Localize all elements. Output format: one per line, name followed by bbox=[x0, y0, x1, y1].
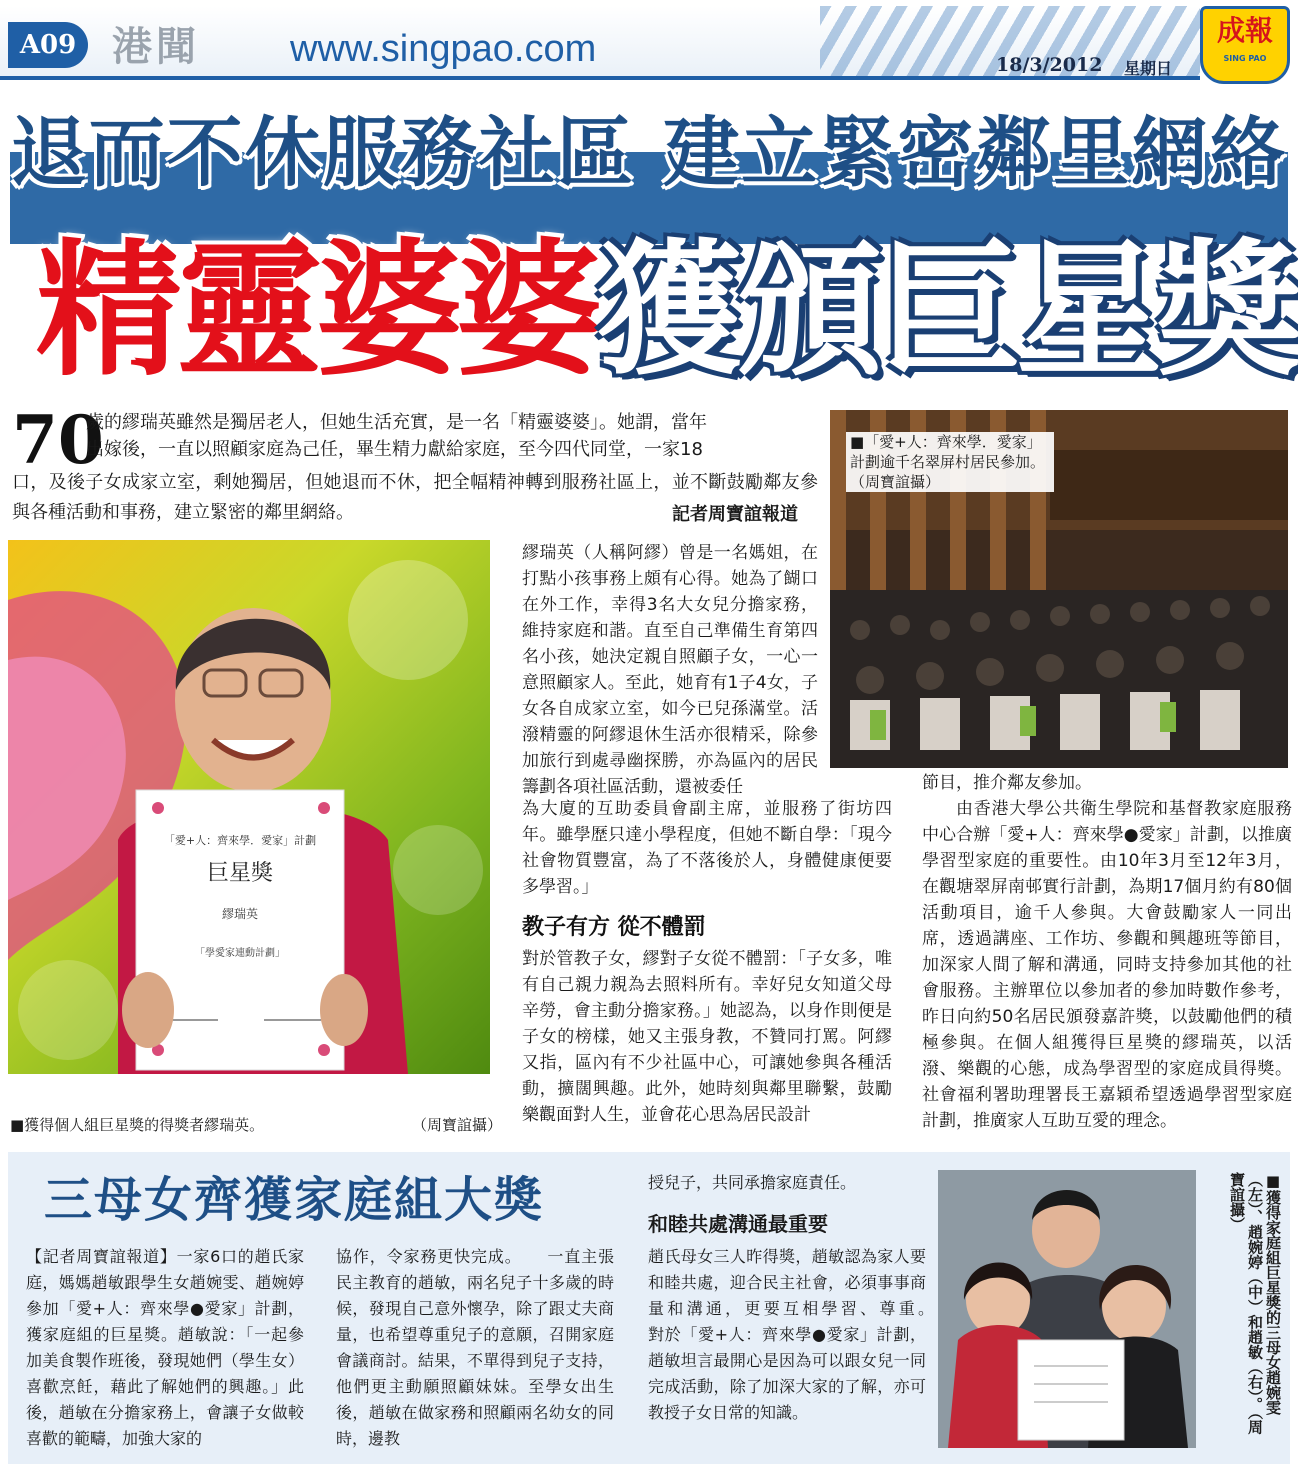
website-url[interactable]: www.singpao.com bbox=[290, 28, 597, 70]
photo-audience-credit: （周寶誼攝） bbox=[850, 473, 941, 491]
main-headline bbox=[36, 226, 1296, 396]
issue-date: 18/3/2012 bbox=[996, 54, 1103, 76]
logo-text: 成報 bbox=[1216, 14, 1273, 47]
sidebar-column-1: 【記者周寶誼報道】一家6口的趙氏家庭，媽媽趙敏跟學生女趙婉雯、趙婉婷參加「愛+人：齊來學●愛家」計劃，獲家庭組的巨星獎。趙敏說：「一起參加美食製作班後，發現她們（學生女）喜歡烹飪，藉此了解她們的興趣。」此後，趙敏在分擔家務上，會讓子女做較喜歡的範疇，加強大家的 bbox=[26, 1247, 304, 1448]
photo-family-caption bbox=[1202, 1172, 1282, 1442]
page-number: A09 bbox=[8, 22, 88, 68]
photo-family bbox=[938, 1170, 1196, 1448]
section-name: 港聞 bbox=[112, 24, 200, 70]
photo-award-winner-credit: （周寶誼攝） bbox=[412, 1116, 503, 1134]
subheading-discipline: 教子有方 從不體罰 bbox=[522, 915, 706, 940]
lead-line-2: 出嫁後，一直以照顧家庭為己任，畢生精力獻給家庭，至今四代同堂，一家18 bbox=[86, 439, 703, 460]
logo-subtext: SING PAO bbox=[1223, 54, 1267, 63]
photo-award-winner-illustration bbox=[8, 540, 490, 1074]
photo-family-illustration bbox=[938, 1170, 1196, 1448]
sidebar-column-3b: 趙氏母女三人昨得獎，趙敏認為家人要和睦共處，迎合民主社會，必須事事商量和溝通，更要互相學習、尊重。 對於「愛+人：齊來學●愛家」計劃，趙敏坦言最開心是因為可以跟女兒一同完成活動，除了加深大家的了解，亦可教授子女日常的知識。 bbox=[648, 1247, 926, 1422]
byline: 記者周寶誼報道 bbox=[672, 504, 798, 525]
certificate-recipient: 繆瑞英 bbox=[221, 907, 259, 921]
photo-audience-caption bbox=[846, 432, 1054, 492]
sidebar-column-3a: 授兒子，共同承擔家庭責任。 bbox=[648, 1173, 857, 1192]
newspaper-logo bbox=[1200, 6, 1290, 84]
body-column-3 bbox=[922, 770, 1292, 1134]
certificate-award: 巨星獎 bbox=[206, 861, 274, 886]
body-column-2c: 對於管教子女，繆對子女從不體罰：「子女多，唯有自己親力親為去照料所有。幸好兒女知道父母辛勞，會主動分擔家務。」她認為，以身作則便是子女的榜樣，她又主張身教，不贊同打罵。阿繆又指，區內有不少社區中心，可讓她參與各種活動，擴闊興趣。此外，她時刻與鄰里聯繫，鼓勵樂觀面對人生，並會花心思為居民設計 bbox=[522, 949, 892, 1125]
body-column-3a: 節目，推介鄰友參加。 bbox=[922, 773, 1092, 793]
sidebar-title: 三母女齊獲家庭組大獎 bbox=[44, 1172, 545, 1228]
photo-award-winner-caption: ■獲得個人組巨星獎的得獎者繆瑞英。 bbox=[10, 1116, 265, 1134]
sidebar-subheading: 和睦共處溝通最重要 bbox=[648, 1212, 828, 1236]
lead-line-1: 歲的繆瑞英雖然是獨居老人，但她生活充實，是一名「精靈婆婆」。她謂，當年 bbox=[86, 412, 707, 433]
lead-paragraph: 口，及後子女成家立室，剩她獨居，但她退而不休，把全幅精神轉到服務社區上，並不斷鼓勵鄰友參與各種活動和事務，建立緊密的鄰里網絡。 bbox=[12, 472, 818, 523]
headline-kicker: 退而不休服務社區 建立緊密鄰里網絡 bbox=[10, 108, 1288, 197]
photo-audience-caption-text: ■「愛+人：齊來學．愛家」計劃逾千名翠屏村居民參加。 bbox=[850, 433, 1046, 471]
lead-big-number: 70 bbox=[12, 401, 104, 479]
issue-weekday: 星期日 bbox=[1124, 59, 1173, 78]
body-column-2b: 為大廈的互助委員會副主席，並服務了街坊四年。雖學歷只達小學程度，但她不斷自學：「現今社會物質豐富，為了不落後於人，身體健康便要多學習。」 bbox=[522, 799, 892, 897]
photo-family-caption-text: ■獲得家庭組巨星獎的三母女趙婉雯（左）、趙婉婷（中）和趙敏（右）。 bbox=[1246, 1172, 1282, 1415]
headline-blue-part: 獲頒巨星獎 bbox=[596, 226, 1296, 396]
body-column-3b: 由香港大學公共衛生學院和基督教家庭服務中心合辦「愛+人：齊來學●愛家」計劃，以推廣學習型家庭的重要性。由10年3月至12年3月，在觀塘翠屏南邨實行計劃，為期17個月約有80個活動項目，逾千人參與。大會鼓勵家人一同出席，透過講座、工作坊、參觀和興趣班等節目，加深家人間了解和溝通，同時支持參加其他的社會服務。主辦單位以參加者的參加時數作參考，昨日向約50名居民頒發嘉許獎，以鼓勵他們的積極參與。在個人組獲得巨星獎的繆瑞英，以活潑、樂觀的心態，成為學習型的家庭成員得獎。社會福利署助理署長王嘉穎希望透過學習型家庭計劃，推廣家人互助互愛的理念。 bbox=[922, 799, 1292, 1131]
sidebar-column-2: 協作，令家務更快完成。 一直主張民主教育的趙敏，兩名兒子十多歲的時候，發現自己意外懷孕，除了跟丈夫商量，也希望尊重兒子的意願，召開家庭會議商討。結果，不單得到兒子支持，他們更主動願照顧妹妹。至學女出生後，趙敏在做家務和照顧兩名幼女的同時，邊教 bbox=[336, 1247, 614, 1448]
photo-family-credit: （周寶誼攝） bbox=[1228, 1172, 1264, 1435]
photo-award-winner bbox=[8, 540, 490, 1074]
certificate-plan: 「學愛家連動計劃」 bbox=[195, 948, 285, 959]
body-column-2a: 繆瑞英（人稱阿繆）曾是一名媽姐，在打點小孩事務上頗有心得。她為了餬口在外工作，幸得3名大女兒分擔家務，維持家庭和諧。直至自己準備生育第四名小孩，她決定親自照顧子女，一心一意照顧家人。至此，她育有1子4女，子女各自成家立室，如今已兒孫滿堂。活潑精靈的阿繆退休生活亦很精采，除參加旅行到處尋幽探勝，亦為區內的居民籌劃各項社區活動，還被委任 bbox=[522, 543, 818, 797]
headline-red-part: 精靈婆婆 bbox=[36, 226, 596, 396]
certificate-program: 「愛+人：齊來學．愛家」計劃 bbox=[163, 834, 317, 847]
